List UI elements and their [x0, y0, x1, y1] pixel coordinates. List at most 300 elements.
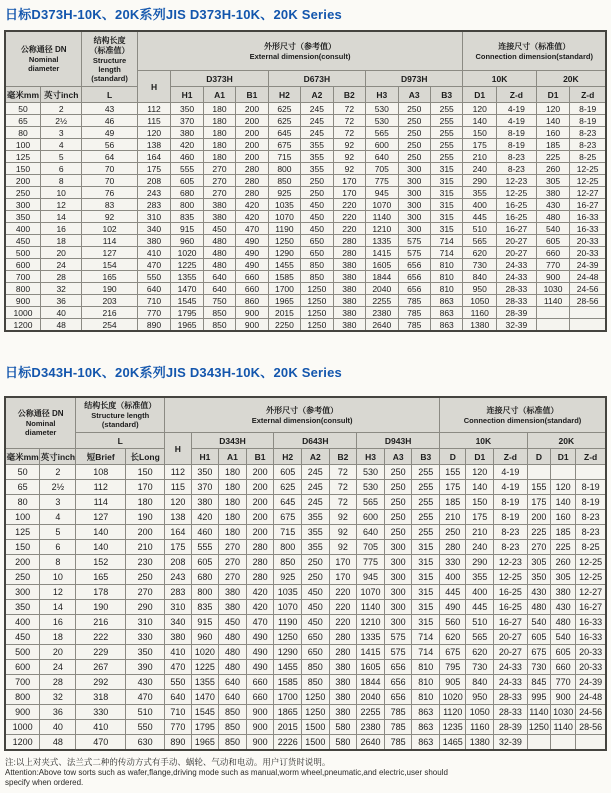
th-10k: 10K [440, 433, 528, 449]
table-cell: 410 [76, 720, 126, 735]
table-cell: 255 [412, 480, 440, 495]
table-cell: 1000 [5, 307, 40, 319]
table-cell: 127 [76, 510, 126, 525]
table-cell: 900 [246, 705, 274, 720]
table-cell [576, 465, 606, 480]
table-cell: 164 [137, 151, 171, 163]
table-cell: 185 [551, 525, 576, 540]
table-cell: 245 [301, 115, 333, 127]
table-cell: 8 [40, 175, 81, 187]
table-row [5, 103, 606, 115]
table-cell: 350 [5, 600, 40, 615]
table-cell: 900 [536, 271, 570, 283]
table-cell: 12-23 [497, 175, 537, 187]
table-cell: 1030 [536, 283, 570, 295]
th-brief: 短Brief [76, 449, 126, 465]
table-cell: 300 [398, 223, 430, 235]
table-row [5, 735, 606, 751]
table-cell: 330 [126, 630, 165, 645]
table-cell: 810 [430, 271, 462, 283]
table-row [5, 211, 606, 223]
table-cell: 255 [412, 525, 440, 540]
table-cell: 180 [219, 510, 247, 525]
table-row [5, 223, 606, 235]
th-structure-length: 结构长度 （标准值） Structure length (standard) [82, 31, 137, 87]
th-h: H [137, 71, 171, 103]
table-cell: 245 [301, 103, 333, 115]
table-cell: 280 [246, 570, 274, 585]
table-cell: 155 [440, 465, 466, 480]
table-cell: 2040 [357, 690, 385, 705]
table-cell: 32-39 [494, 735, 528, 751]
table-cell: 200 [236, 103, 268, 115]
table-cell: 254 [82, 319, 137, 332]
table-row [5, 615, 606, 630]
table-cell: 210 [126, 540, 165, 555]
table-cell: 20-33 [570, 247, 606, 259]
table-cell: 1500 [302, 735, 330, 751]
table-cell: 900 [5, 705, 40, 720]
table-cell: 250 [384, 525, 412, 540]
table-cell: 470 [137, 259, 171, 271]
table-cell: 16-25 [497, 211, 537, 223]
table-cell: 12-25 [570, 163, 606, 175]
table-cell: 16-25 [494, 585, 528, 600]
table-cell: 8-19 [576, 495, 606, 510]
table-cell: 180 [219, 525, 247, 540]
table-cell: 8-19 [497, 139, 537, 151]
th-L: L [76, 433, 165, 449]
table-cell: 1585 [268, 271, 300, 283]
table-cell: 315 [412, 585, 440, 600]
table-cell: 200 [246, 465, 274, 480]
table-cell: 180 [219, 465, 247, 480]
table-cell: 283 [137, 199, 171, 211]
table-row [5, 690, 606, 705]
table-cell: 960 [191, 630, 219, 645]
table-cell: 245 [302, 495, 330, 510]
table-cell: 355 [466, 570, 494, 585]
table-cell: 72 [333, 127, 365, 139]
table-cell: 650 [301, 247, 333, 259]
table-cell: 140 [76, 525, 126, 540]
table-cell: 300 [5, 585, 40, 600]
table-cell: 315 [412, 615, 440, 630]
table-cell: 250 [398, 115, 430, 127]
table-cell: 290 [466, 555, 494, 570]
table-cell: 28-33 [494, 705, 528, 720]
th-d-10k: D [440, 449, 466, 465]
table-cell: 840 [466, 675, 494, 690]
table-cell: 1070 [366, 199, 398, 211]
table-cell: 550 [126, 720, 165, 735]
table-cell: 500 [5, 645, 40, 660]
th-d-20k: D [527, 449, 550, 465]
table-cell [527, 735, 550, 751]
table-cell: 810 [430, 283, 462, 295]
table-cell: 480 [536, 211, 570, 223]
table-cell: 575 [384, 645, 412, 660]
th-h: H [165, 433, 191, 465]
table-cell: 510 [466, 615, 494, 630]
table-row [5, 705, 606, 720]
table-cell: 150 [466, 495, 494, 510]
footer-notes [5, 757, 605, 788]
table-cell: 72 [329, 480, 357, 495]
table-cell: 550 [165, 675, 191, 690]
table-cell: 280 [333, 235, 365, 247]
table-cell: 315 [430, 175, 462, 187]
table-cell: 656 [398, 259, 430, 271]
table-cell: 540 [551, 630, 576, 645]
table-cell: 675 [527, 645, 550, 660]
table-cell: 92 [329, 525, 357, 540]
table-cell: 114 [82, 235, 137, 247]
table-cell: 390 [126, 660, 165, 675]
table-cell: 530 [366, 115, 398, 127]
table-cell: 1865 [274, 705, 302, 720]
table-cell: 620 [466, 645, 494, 660]
table-cell: 5 [40, 525, 76, 540]
table-cell: 656 [398, 283, 430, 295]
table-cell: 150 [5, 540, 40, 555]
table-row [5, 480, 606, 495]
table-cell: 250 [398, 103, 430, 115]
table-cell: 863 [430, 295, 462, 307]
table-cell: 154 [82, 259, 137, 271]
table-cell: 863 [412, 720, 440, 735]
table-cell: 1380 [466, 735, 494, 751]
table-cell: 1290 [274, 645, 302, 660]
table-cell: 470 [126, 690, 165, 705]
table-cell: 795 [440, 660, 466, 675]
table-cell: 12-25 [576, 570, 606, 585]
table-cell: 46 [82, 115, 137, 127]
table-cell: 1250 [302, 705, 330, 720]
table-cell: 490 [236, 235, 268, 247]
table1-header-sub [5, 87, 606, 103]
table-cell: 445 [440, 585, 466, 600]
table-cell: 1965 [171, 319, 203, 332]
table-cell: 380 [219, 585, 247, 600]
table-cell: 315 [430, 223, 462, 235]
th-connection-dimension: 连接尺寸（标准值） Connection dimension(standard) [463, 31, 606, 71]
table-cell: 660 [246, 675, 274, 690]
table-cell: 1500 [302, 720, 330, 735]
table-cell: 420 [246, 600, 274, 615]
table-cell [536, 307, 570, 319]
table-cell: 1605 [366, 259, 398, 271]
table-cell: 20-27 [497, 235, 537, 247]
table2-header-models [5, 433, 606, 449]
table-cell: 350 [527, 570, 550, 585]
table-cell: 1140 [357, 600, 385, 615]
table-cell: 2226 [274, 735, 302, 751]
table-cell: 112 [137, 103, 171, 115]
table1-body [5, 103, 606, 332]
table-cell: 270 [203, 175, 235, 187]
table-cell: 2 [40, 103, 81, 115]
table-cell: 310 [137, 211, 171, 223]
table-cell [570, 319, 606, 332]
table-cell: 600 [366, 139, 398, 151]
table-cell: 450 [219, 615, 247, 630]
table-cell: 605 [274, 465, 302, 480]
table-cell: 1000 [5, 720, 40, 735]
table-cell: 2 [40, 465, 76, 480]
th-nominal-diameter: 公称通径 DN Nominal diameter [5, 31, 82, 87]
table-cell: 36 [40, 705, 76, 720]
table-cell: 490 [236, 259, 268, 271]
table-cell: 28-39 [497, 307, 537, 319]
table-cell: 500 [5, 247, 40, 259]
table-cell: 310 [126, 615, 165, 630]
table-cell: 50 [5, 465, 40, 480]
table-cell: 12 [40, 199, 81, 211]
table-cell: 730 [466, 660, 494, 675]
table-row [5, 199, 606, 211]
table-cell: 270 [219, 570, 247, 585]
table-cell: 915 [171, 223, 203, 235]
table-cell: 605 [191, 555, 219, 570]
table-cell: 16-33 [570, 223, 606, 235]
table-cell: 120 [551, 480, 576, 495]
table-row [5, 495, 606, 510]
th-a2: A2 [301, 87, 333, 103]
spec-table-d373h [4, 30, 607, 332]
table-cell: 83 [82, 199, 137, 211]
table-cell: 1235 [440, 720, 466, 735]
table-cell: 12-25 [576, 555, 606, 570]
table-cell: 565 [463, 235, 497, 247]
table-cell: 1335 [366, 235, 398, 247]
table-cell: 8-19 [570, 115, 606, 127]
table-cell: 180 [203, 115, 235, 127]
table-cell: 1250 [301, 319, 333, 332]
table-cell: 290 [126, 600, 165, 615]
table-cell: 28-33 [497, 295, 537, 307]
table-cell: 120 [165, 495, 191, 510]
table-row [5, 259, 606, 271]
th-model-d973h: D973H [366, 71, 463, 87]
table-cell: 1225 [191, 660, 219, 675]
table-cell: 250 [5, 187, 40, 199]
table-cell: 890 [165, 735, 191, 751]
table-cell: 705 [357, 540, 385, 555]
table-cell: 92 [333, 163, 365, 175]
table-cell: 270 [126, 585, 165, 600]
table-cell: 2255 [366, 295, 398, 307]
table-cell: 2½ [40, 115, 81, 127]
table-cell: 580 [329, 720, 357, 735]
table-cell: 800 [274, 540, 302, 555]
table-cell: 1050 [466, 705, 494, 720]
th-a1: A1 [203, 87, 235, 103]
th-h1: H1 [171, 87, 203, 103]
table-cell: 24 [40, 660, 76, 675]
table-cell: 92 [329, 510, 357, 525]
table-cell: 600 [5, 660, 40, 675]
table-cell: 410 [137, 247, 171, 259]
table-row [5, 271, 606, 283]
table-cell: 905 [440, 675, 466, 690]
table-cell: 20-27 [497, 247, 537, 259]
table-cell: 4-19 [494, 465, 528, 480]
table-cell: 900 [236, 307, 268, 319]
table-cell: 480 [219, 645, 247, 660]
table-cell: 18 [40, 630, 76, 645]
table-cell: 330 [76, 705, 126, 720]
table-cell: 1250 [274, 630, 302, 645]
table-cell: 640 [366, 151, 398, 163]
table-cell: 65 [5, 115, 40, 127]
table-cell: 350 [191, 465, 219, 480]
table-cell: 730 [463, 259, 497, 271]
table-cell [551, 465, 576, 480]
th-inch: 英寸inch [40, 449, 76, 465]
table-cell: 175 [440, 480, 466, 495]
table-cell: 180 [203, 139, 235, 151]
table-cell: 380 [333, 319, 365, 332]
table-cell: 49 [82, 127, 137, 139]
table-cell: 28-56 [570, 295, 606, 307]
table-cell: 575 [398, 247, 430, 259]
table-cell: 650 [301, 235, 333, 247]
table-cell: 1070 [357, 585, 385, 600]
table-cell: 785 [398, 307, 430, 319]
table-cell: 4-19 [497, 103, 537, 115]
table-cell: 890 [137, 319, 171, 332]
table-cell: 660 [236, 283, 268, 295]
table-cell: 810 [412, 675, 440, 690]
th-external-dimension: 外形尺寸（参考值） External dimension(consult) [137, 31, 463, 71]
table-cell: 270 [203, 163, 235, 175]
table-cell: 280 [246, 555, 274, 570]
table-cell: 460 [171, 151, 203, 163]
th-model-d943h: D943H [357, 433, 440, 449]
table-cell: 1585 [274, 675, 302, 690]
table-cell: 245 [301, 127, 333, 139]
table-cell: 730 [527, 660, 550, 675]
th-model-d643h: D643H [274, 433, 357, 449]
table-row [5, 163, 606, 175]
table-cell: 656 [384, 660, 412, 675]
table-cell: 1160 [463, 307, 497, 319]
table-cell: 445 [466, 600, 494, 615]
table-cell: 40 [40, 720, 76, 735]
th-d1-20k: D1 [536, 87, 570, 103]
table-cell: 656 [398, 271, 430, 283]
table-cell: 900 [5, 295, 40, 307]
table-cell: 12-23 [494, 555, 528, 570]
table-cell: 200 [246, 480, 274, 495]
table-cell: 355 [302, 510, 330, 525]
table-row [5, 235, 606, 247]
table-cell: 102 [82, 223, 137, 235]
table-cell: 267 [76, 660, 126, 675]
th-model-d343h: D343H [191, 433, 274, 449]
table-cell: 1700 [274, 690, 302, 705]
table-cell: 190 [82, 283, 137, 295]
table-cell: 380 [219, 600, 247, 615]
table-cell: 20 [40, 645, 76, 660]
table-cell: 8-25 [570, 151, 606, 163]
table-cell: 16-27 [494, 615, 528, 630]
table-cell: 240 [463, 163, 497, 175]
table-cell: 70 [82, 175, 137, 187]
table-cell: 1795 [171, 307, 203, 319]
table-cell: 860 [236, 295, 268, 307]
table-cell: 355 [302, 540, 330, 555]
table-cell: 43 [82, 103, 137, 115]
table-cell: 315 [412, 555, 440, 570]
table-cell: 72 [333, 115, 365, 127]
table-cell: 140 [463, 115, 497, 127]
table-cell: 10 [40, 570, 76, 585]
table-cell [536, 319, 570, 332]
table-row [5, 295, 606, 307]
table-row [5, 151, 606, 163]
table-cell: 775 [366, 175, 398, 187]
table-cell: 2015 [268, 307, 300, 319]
table-row [5, 660, 606, 675]
table-cell: 1844 [357, 675, 385, 690]
table-cell: 470 [246, 615, 274, 630]
table-cell: 1120 [440, 705, 466, 720]
table-cell: 8-23 [497, 151, 537, 163]
table-cell: 656 [384, 675, 412, 690]
table-cell: 210 [466, 525, 494, 540]
table-row [5, 720, 606, 735]
table-cell: 1415 [357, 645, 385, 660]
table-cell: 112 [76, 480, 126, 495]
table-cell: 315 [430, 187, 462, 199]
table-cell: 8-19 [576, 480, 606, 495]
table-cell: 250 [301, 175, 333, 187]
table-cell: 600 [5, 259, 40, 271]
table-row [5, 187, 606, 199]
th-a3: A3 [384, 449, 412, 465]
table-cell: 625 [268, 115, 300, 127]
table-cell: 785 [384, 705, 412, 720]
table-cell: 243 [165, 570, 191, 585]
table-cell: 270 [219, 555, 247, 570]
table-cell: 1250 [527, 720, 550, 735]
table-cell: 24-39 [570, 259, 606, 271]
table-cell: 50 [5, 103, 40, 115]
table-cell: 180 [203, 127, 235, 139]
th-mm: 毫米mm [5, 87, 40, 103]
table-cell: 40 [40, 307, 81, 319]
table-cell: 72 [329, 465, 357, 480]
table-cell: 8-23 [576, 510, 606, 525]
table-cell [576, 735, 606, 751]
table-cell: 250 [384, 510, 412, 525]
table-cell: 350 [171, 103, 203, 115]
table-cell: 24-33 [497, 259, 537, 271]
table-cell: 714 [412, 630, 440, 645]
table-cell: 72 [329, 495, 357, 510]
table-cell: 620 [463, 247, 497, 259]
table-cell: 250 [302, 570, 330, 585]
table-cell: 530 [357, 480, 385, 495]
table-cell: 640 [219, 690, 247, 705]
table-cell: 770 [165, 720, 191, 735]
table-cell: 645 [268, 127, 300, 139]
th-structure-length: 结构长度（标准值） Structure length (standard) [76, 397, 165, 433]
table-cell: 450 [5, 235, 40, 247]
table-cell: 565 [357, 495, 385, 510]
